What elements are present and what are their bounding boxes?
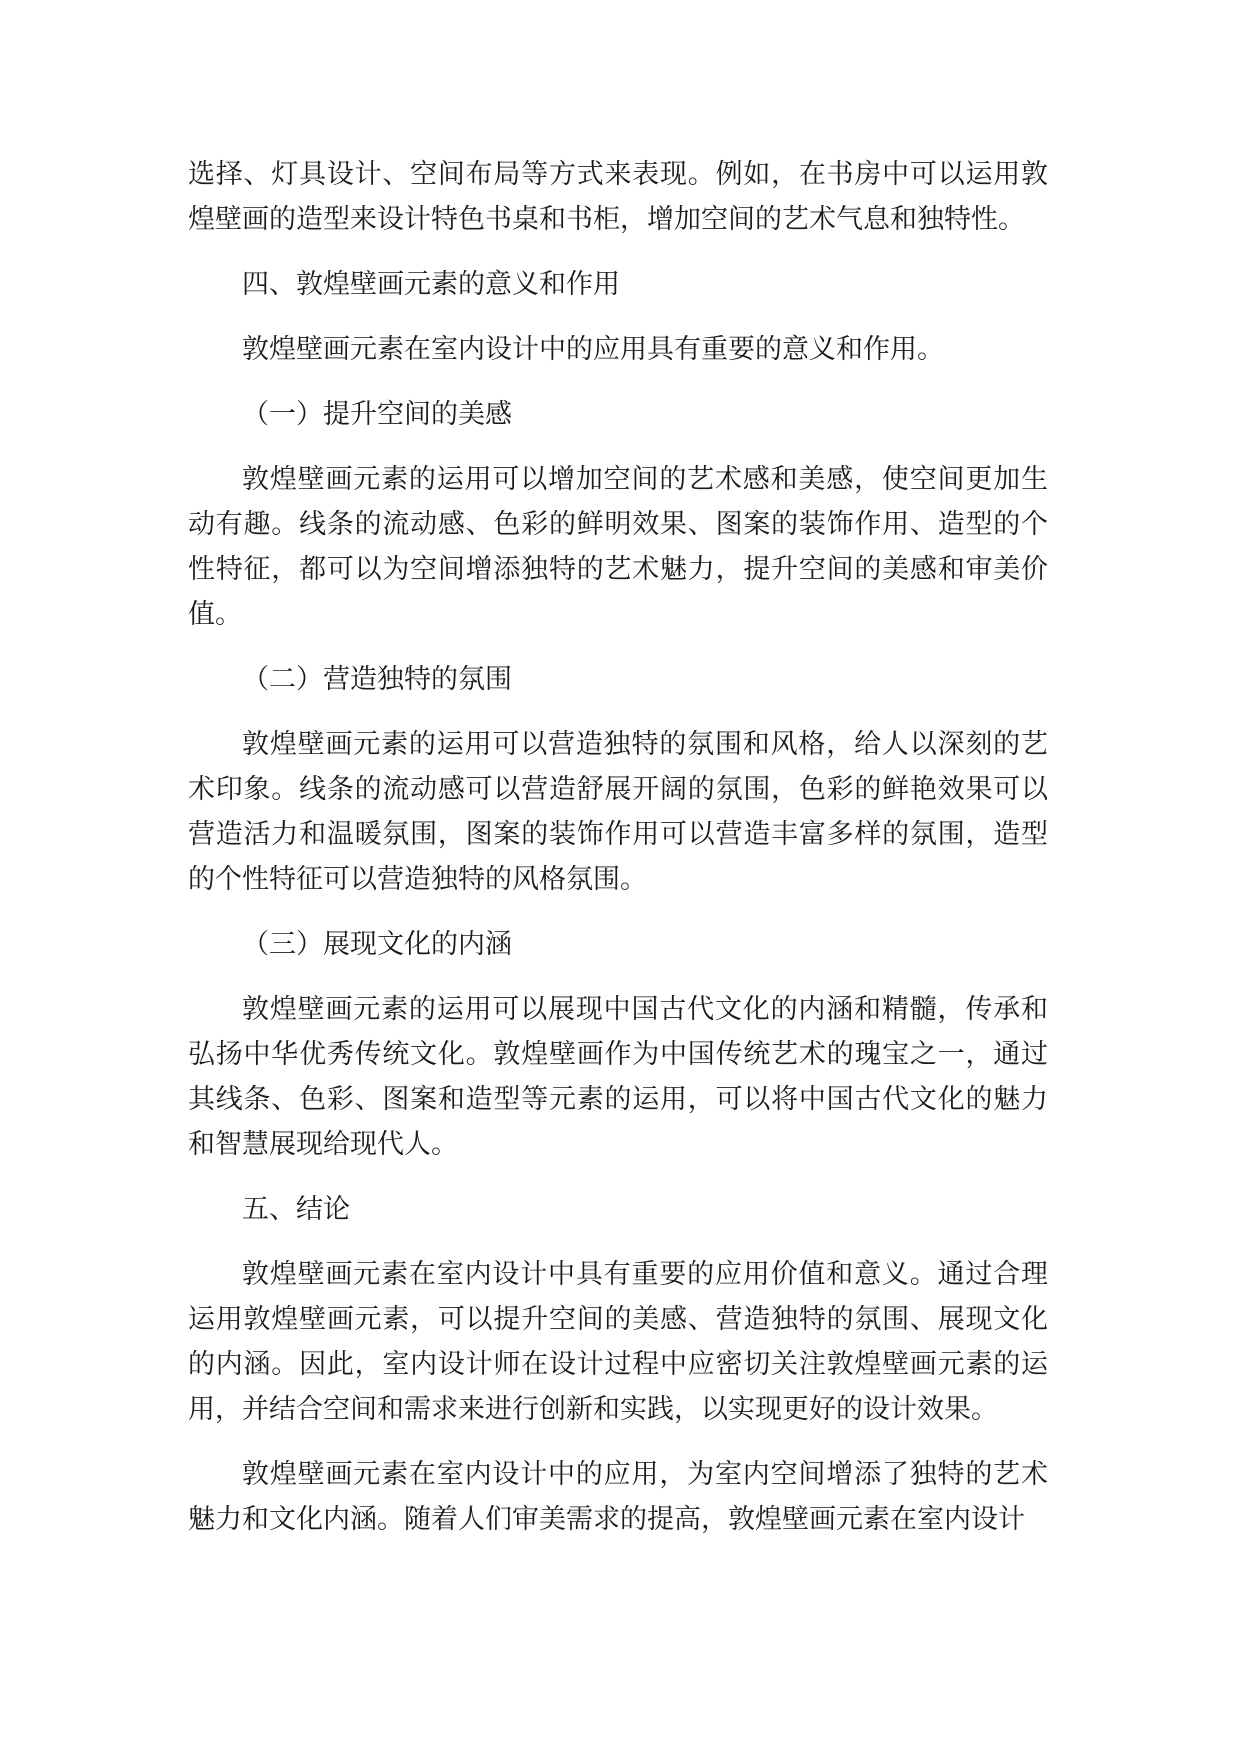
paragraph-continuation: 选择、灯具设计、空间布局等方式来表现。例如，在书房中可以运用敦煌壁画的造型来设计特色书桌和书柜，增加空间的艺术气息和独特性。	[188, 159, 1048, 235]
paragraph: 敦煌壁画元素的运用可以营造独特的氛围和风格，给人以深刻的艺术印象。线条的流动感可以营造舒展开阔的氛围，色彩的鲜艳效果可以营造活力和温暖氛围，图案的装饰作用可以营造丰富多样的氛围，造型的个性特征可以营造独特的风格氛围。	[188, 729, 1048, 895]
subsection-heading-3: （三）展现文化的内涵	[242, 929, 512, 960]
section-heading-4: 四、敦煌壁画元素的意义和作用	[242, 269, 620, 300]
section-heading-5: 五、结论	[242, 1194, 350, 1225]
document-body	[188, 152, 1048, 1562]
paragraph: 敦煌壁画元素在室内设计中的应用具有重要的意义和作用。	[242, 334, 944, 365]
paragraph: 敦煌壁画元素在室内设计中具有重要的应用价值和意义。通过合理运用敦煌壁画元素，可以提升空间的美感、营造独特的氛围、展现文化的内涵。因此，室内设计师在设计过程中应密切关注敦煌壁画元素的运用，并结合空间和需求来进行创新和实践，以实现更好的设计效果。	[188, 1259, 1048, 1425]
subsection-heading-2: （二）营造独特的氛围	[242, 664, 512, 695]
subsection-heading-1: （一）提升空间的美感	[242, 399, 512, 430]
paragraph: 敦煌壁画元素在室内设计中的应用，为室内空间增添了独特的艺术魅力和文化内涵。随着人们审美需求的提高，敦煌壁画元素在室内设计	[188, 1459, 1048, 1535]
paragraph: 敦煌壁画元素的运用可以增加空间的艺术感和美感，使空间更加生动有趣。线条的流动感、色彩的鲜明效果、图案的装饰作用、造型的个性特征，都可以为空间增添独特的艺术魅力，提升空间的美感和审美价值。	[188, 464, 1048, 630]
paragraph: 敦煌壁画元素的运用可以展现中国古代文化的内涵和精髓，传承和弘扬中华优秀传统文化。敦煌壁画作为中国传统艺术的瑰宝之一，通过其线条、色彩、图案和造型等元素的运用，可以将中国古代文化的魅力和智慧展现给现代人。	[188, 994, 1048, 1160]
